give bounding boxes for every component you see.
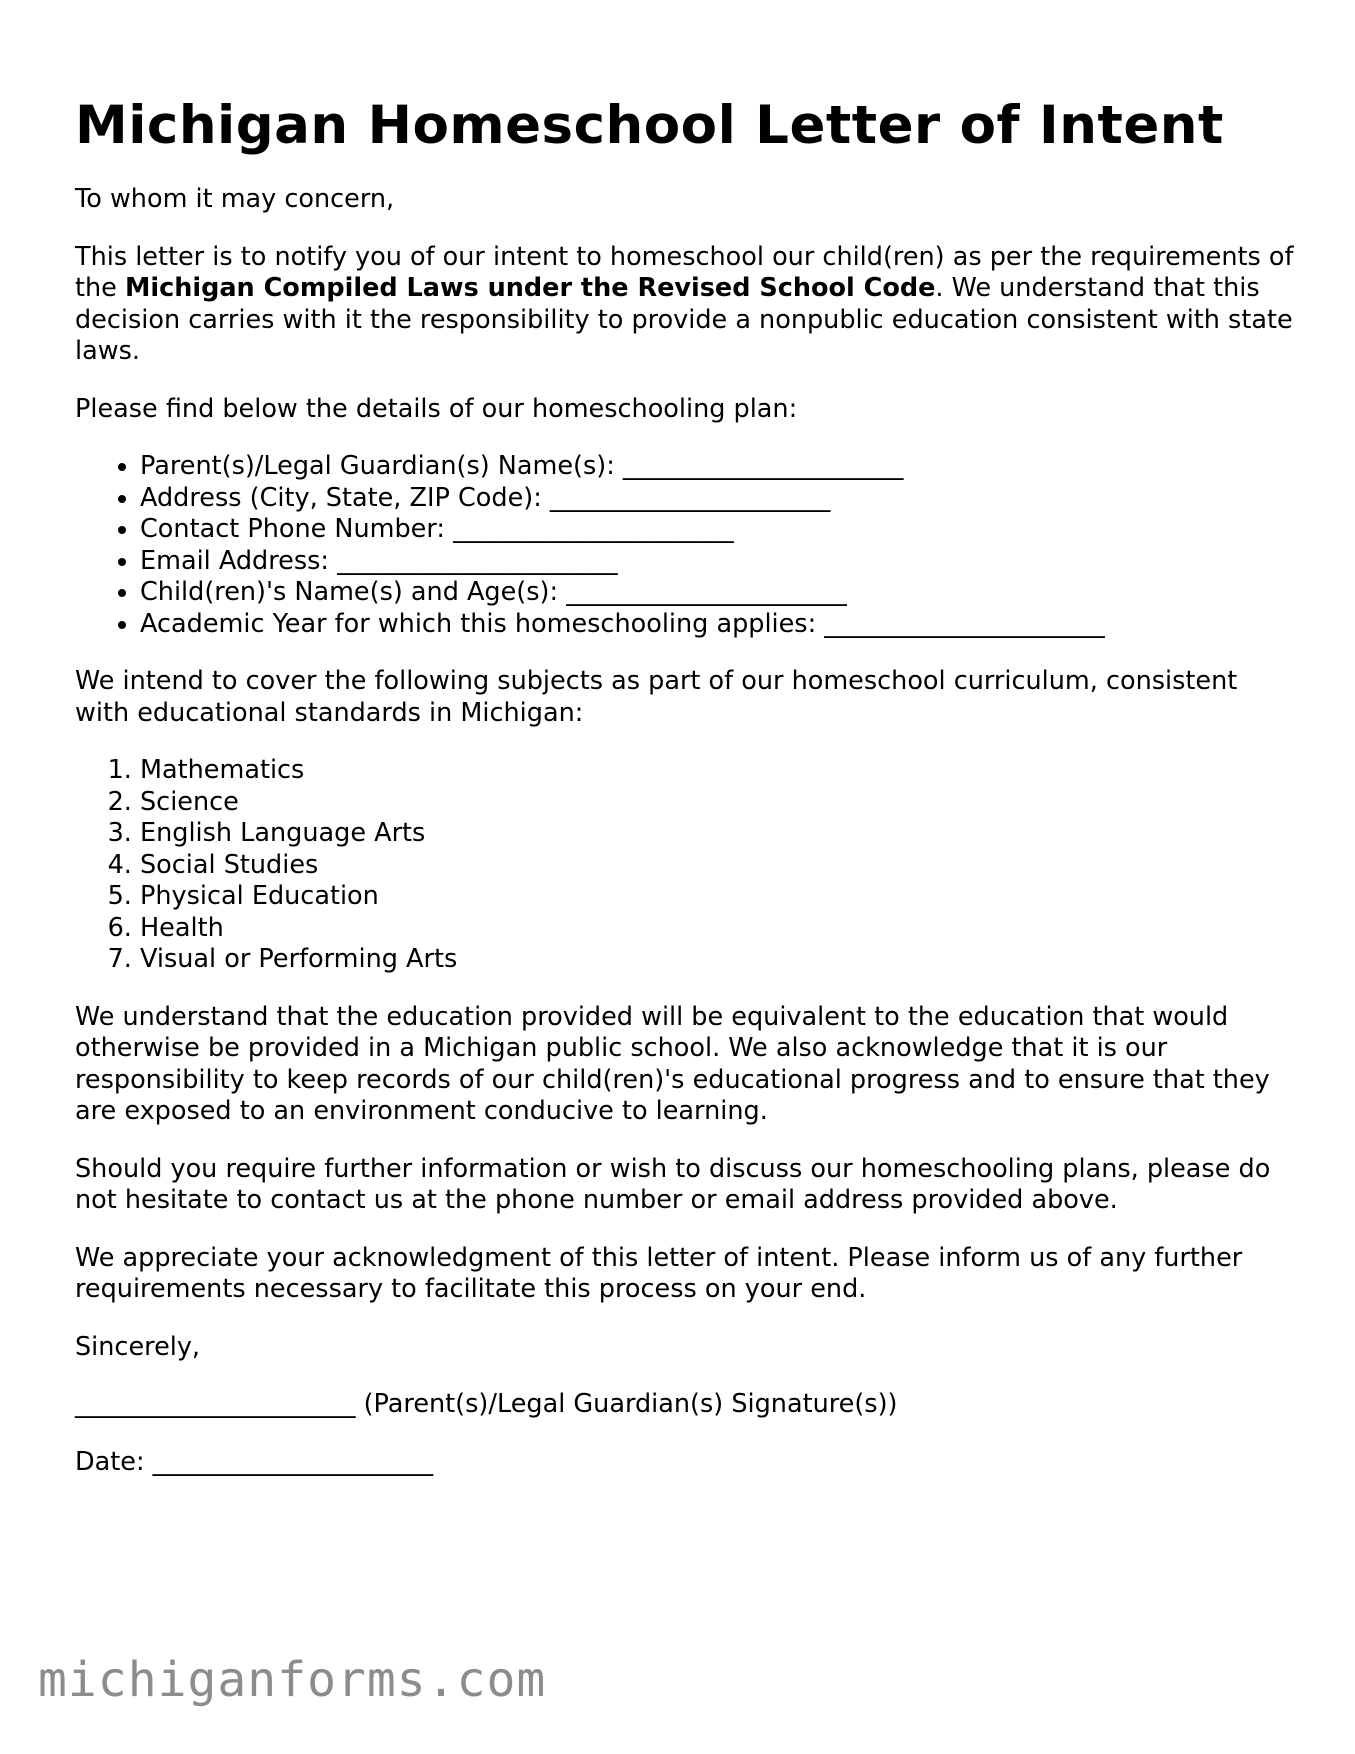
- appreciation-paragraph: We appreciate your acknowledgment of this letter of intent. Please inform us of any further requirements necessary to facilitate this process on your end.: [75, 1242, 1243, 1304]
- subject-item: 2. Science: [140, 787, 1295, 819]
- plan-lead: Please find below the details of our homeschooling plan:: [75, 393, 798, 424]
- subject-item: 5. Physical Education: [140, 881, 1295, 913]
- subjects-lead: We intend to cover the following subjects as part of our homeschool curriculum, consistent with educational standards in Michigan:: [75, 666, 1238, 728]
- detail-address: • Address (City, State, ZIP Code): ______________________: [140, 483, 1295, 515]
- salutation: To whom it may concern,: [75, 184, 395, 214]
- detail-email: • Email Address: ______________________: [140, 546, 1295, 578]
- further-info-paragraph: Should you require further information or wish to discuss our homeschooling plans, please do not hesitate to contact us at the phone number or email address provided above.: [75, 1153, 1271, 1215]
- subjects-list: [75, 755, 1295, 976]
- subject-item: 3. English Language Arts: [140, 818, 1295, 850]
- page-title: Michigan Homeschool Letter of Intent: [75, 95, 1224, 156]
- watermark: michiganforms.com: [38, 1652, 547, 1708]
- detail-academic-year: • Academic Year for which this homeschooling applies: ______________________: [140, 609, 1295, 641]
- intro-paragraph: [75, 242, 1295, 368]
- detail-phone: • Contact Phone Number: ______________________: [140, 514, 1295, 546]
- detail-parent-names: • Parent(s)/Legal Guardian(s) Name(s): ______________________: [140, 451, 1295, 483]
- subject-item: 7. Visual or Performing Arts: [140, 944, 1295, 976]
- intro-text-before: This letter is to notify you of our intent to homeschool our child(ren) as per the requirements of the: [75, 241, 1294, 303]
- equivalence-paragraph: We understand that the education provided will be equivalent to the education that would otherwise be provided in a Michigan public school. We also acknowledge that it is our responsibility to keep records of our child(ren)'s educational progress and to ensure that they are exposed to an environment conducive to learning.: [75, 1001, 1270, 1126]
- subject-item: 4. Social Studies: [140, 850, 1295, 882]
- intro-text-after: . We understand that this decision carries with it the responsibility to provide a nonpublic education consistent with state laws.: [75, 273, 1293, 366]
- signature-line: ______________________ (Parent(s)/Legal Guardian(s) Signature(s)): [75, 1389, 898, 1419]
- detail-children: • Child(ren)'s Name(s) and Age(s): ______________________: [140, 577, 1295, 609]
- subject-item: 1. Mathematics: [140, 755, 1295, 787]
- intro-law-reference: Michigan Compiled Laws under the Revised School Code: [124, 273, 936, 303]
- letter-page: [75, 92, 1295, 1478]
- closing: Sincerely,: [75, 1331, 201, 1362]
- date-line: Date: ______________________: [75, 1446, 434, 1477]
- subject-item: 6. Health: [140, 913, 1295, 945]
- details-list: [75, 451, 1295, 640]
